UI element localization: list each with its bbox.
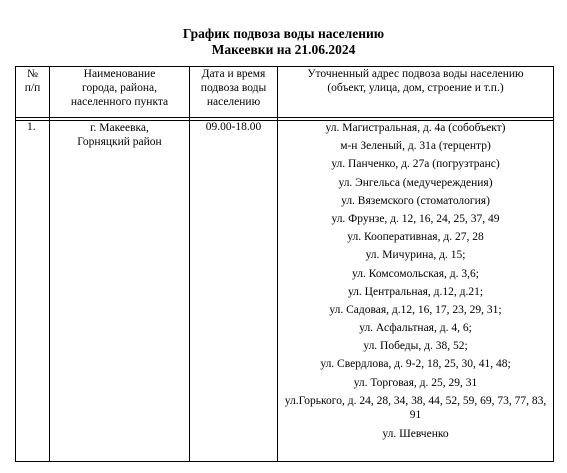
water-schedule-table — [15, 66, 554, 462]
address-line: ул. Центральная, д.12, д.21; — [347, 285, 484, 298]
address-line: ул. Мичурина, д. 15; — [365, 249, 466, 262]
address-line: ул. Шевченко — [382, 427, 449, 440]
address-line: ул. Комсомольская, д. 3,6; — [352, 267, 479, 280]
address-line: ул. Магистральная, д. 4а (собобъект) — [325, 122, 506, 134]
address-line: ул. Победы, д. 38, 52; — [363, 340, 468, 353]
address-line: ул. Вяземского (стоматология) — [341, 194, 490, 207]
address-line: ул. Фрунзе, д. 12, 16, 24, 25, 37, 49 — [331, 212, 500, 225]
address-line: ул. Кооперативная, д. 27, 28 — [347, 231, 484, 244]
address-line: м-н Зеленый, д. 31а (терцентр) — [340, 140, 491, 153]
row-time: 09.00-18.00 — [190, 121, 278, 462]
header-address: Уточненный адрес подвоза воды населению (объект, улица, дом, строение и т.п.) — [278, 67, 554, 118]
header-time: Дата и время подвоза воды населению — [190, 67, 278, 118]
document-title-line2: Макеевки на 21.06.2024 — [211, 42, 356, 57]
address-line: ул. Свердлова, д. 9-2, 18, 25, 30, 41, 48; — [320, 358, 511, 371]
row-num: 1. — [16, 121, 50, 462]
table-header-row — [16, 67, 554, 118]
address-line: ул. Торговая, д. 25, 29, 31 — [353, 376, 478, 389]
header-place: Наименование города, района, населенного пункта — [50, 67, 190, 118]
address-line: ул. Асфальтная, д. 4, 6; — [359, 322, 472, 335]
table-row — [16, 121, 554, 462]
header-num: № п/п — [16, 67, 50, 118]
row-addresses — [278, 121, 554, 462]
address-line: ул.Горького, д. 24, 28, 34, 38, 44, 52, 59, 69, 73, 77, 83, 91 — [284, 394, 547, 422]
address-line: ул. Энгельса (медучереждения) — [338, 176, 493, 189]
document-title-line1: График подвоза воды населению — [182, 26, 385, 41]
address-line: ул. Панченко, д. 27а (погрузтранс) — [331, 158, 500, 171]
address-line: ул. Садовая, д.12, 16, 17, 23, 29, 31; — [329, 303, 502, 316]
row-place: г. Макеевка, Горняцкий район — [50, 121, 190, 462]
